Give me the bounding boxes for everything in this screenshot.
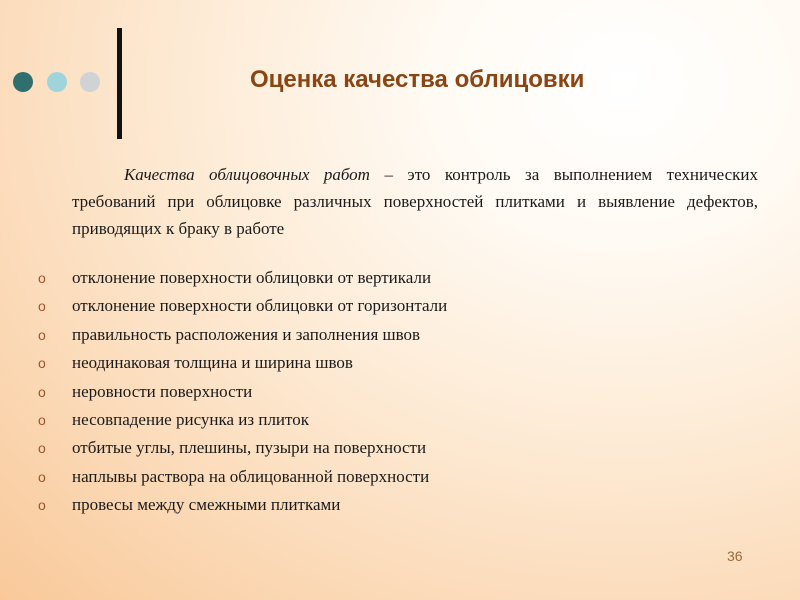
list-item [38, 353, 447, 381]
vertical-divider [117, 28, 122, 139]
list-item-text: отклонение поверхности облицовки от вертикали [72, 268, 432, 287]
circle-bullet-icon: o [38, 298, 46, 315]
circle-bullet-icon: o [38, 355, 46, 372]
circle-bullet-icon: o [38, 411, 46, 428]
list-item-text: провесы между смежными плитками [72, 495, 341, 515]
dot-light-blue [47, 72, 67, 92]
circle-bullet-icon: o [38, 468, 46, 485]
intro-term: Качества облицовочных работ [124, 165, 370, 184]
circle-bullet-icon: o [38, 440, 46, 457]
list-item [38, 438, 447, 466]
page-number: 36 [727, 548, 743, 564]
circle-bullet-icon: o [38, 383, 46, 400]
slide-title: Оценка качества облицовки [250, 66, 585, 93]
list-item-text: неровности поверхности [72, 381, 253, 401]
intro-paragraph [72, 161, 758, 242]
list-item-text: наплывы раствора на облицованной поверхности [72, 466, 430, 486]
list-item-text: неодинаковая толщина и ширина швов [72, 353, 353, 373]
dot-dark-teal [13, 72, 33, 92]
criteria-list [38, 268, 447, 524]
circle-bullet-icon: o [38, 497, 46, 514]
circle-bullet-icon: o [38, 270, 46, 286]
list-item [38, 410, 447, 438]
circle-bullet-icon: o [38, 326, 46, 343]
list-item-text: отбитые углы, плешины, пузыри на поверхности [72, 438, 427, 458]
list-item [38, 382, 447, 410]
list-item [38, 268, 447, 296]
intro-text: – это контроль за выполнением технических требований при облицовке различных поверхностей плитками и выявление дефектов, приводящих к браку в работе [72, 165, 758, 238]
list-item [38, 467, 447, 495]
list-item-text: правильность расположения и заполнения швов [72, 324, 421, 344]
list-item-text: несовпадение рисунка из плиток [72, 409, 309, 429]
list-item [38, 495, 447, 523]
list-item-text: отклонение поверхности облицовки от горизонтали [72, 296, 448, 316]
list-item [38, 296, 447, 324]
list-item [38, 325, 447, 353]
dot-light-gray [80, 72, 100, 92]
